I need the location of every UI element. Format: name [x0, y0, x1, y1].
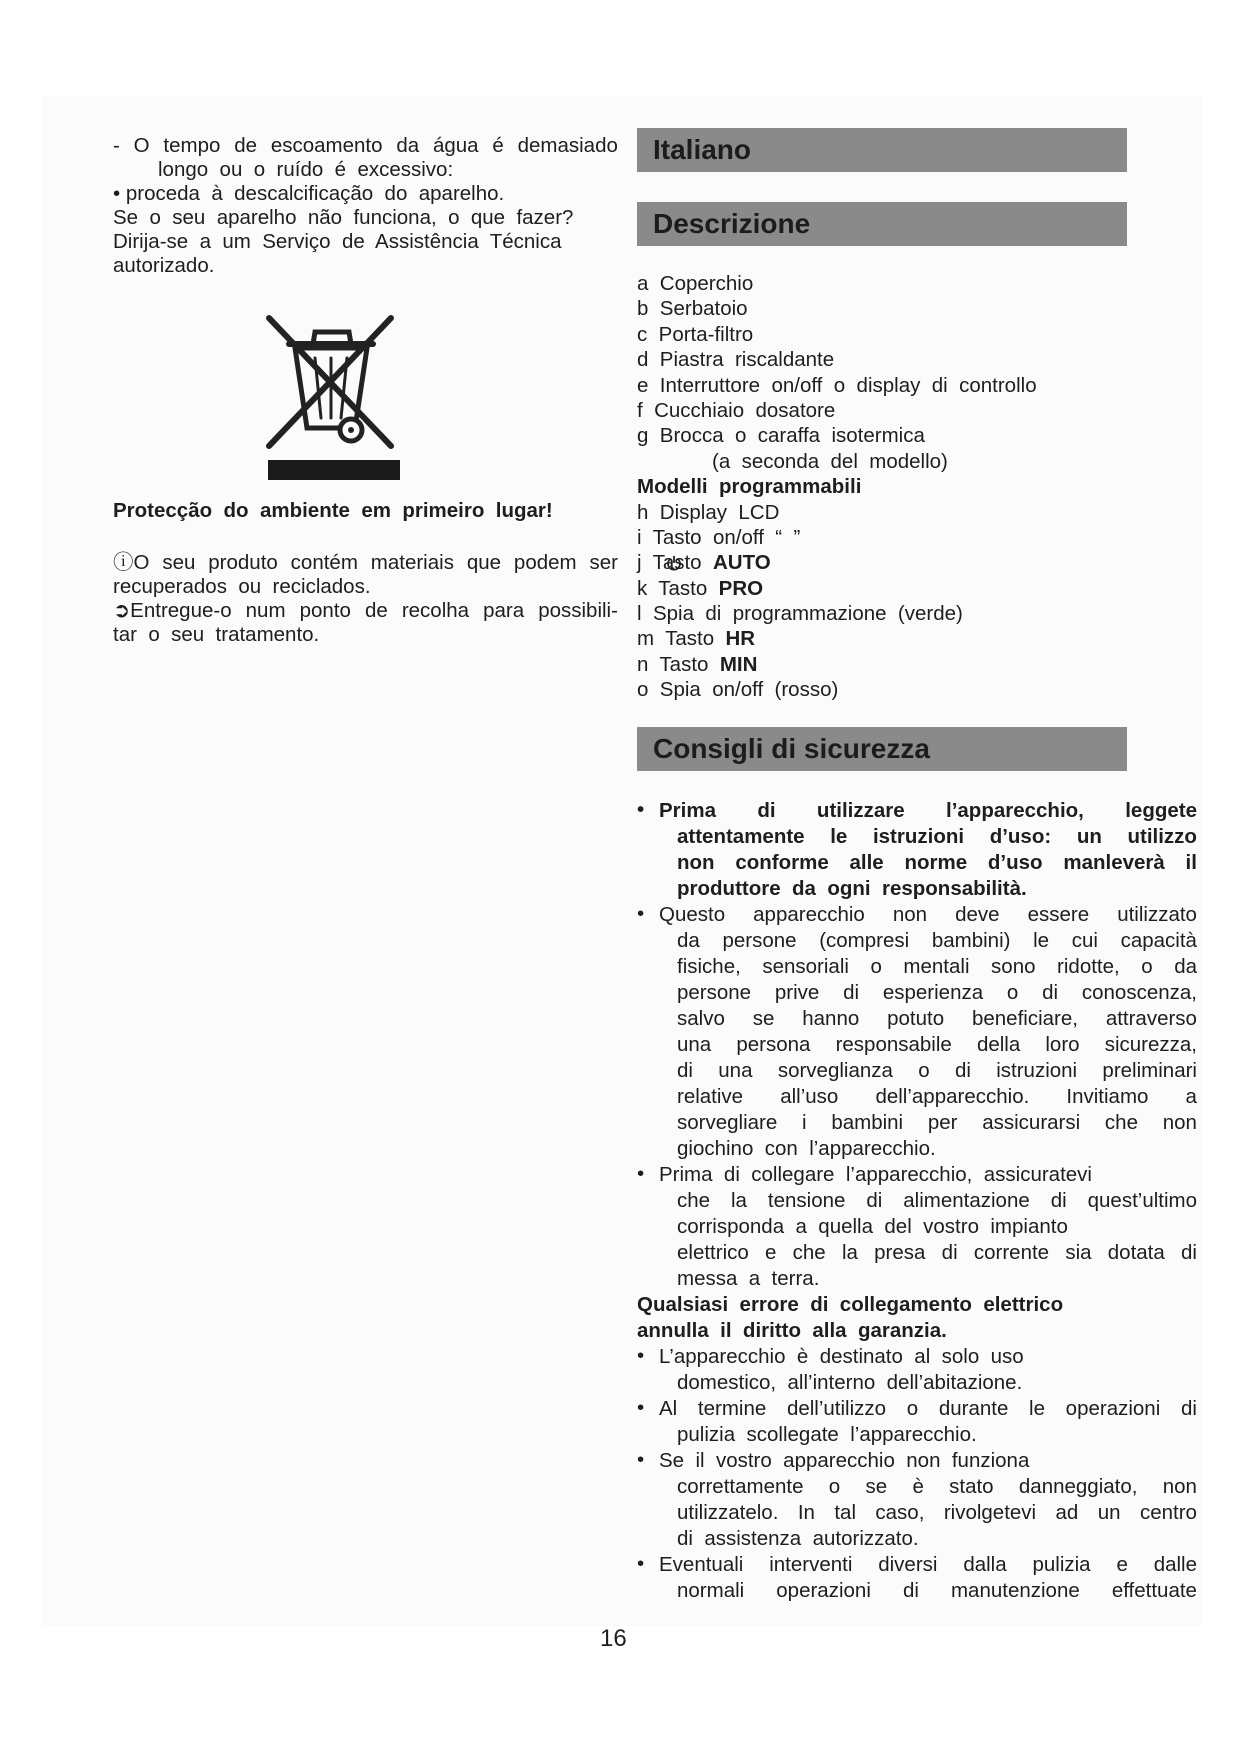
right-column: [637, 128, 1197, 246]
text-line: longo ou o ruído é excessivo:: [158, 158, 454, 181]
text-line: [637, 1006, 1197, 1032]
word: sorvegliare: [677, 1111, 778, 1134]
left-paragraph-2: [113, 551, 618, 647]
word: manutenzione: [950, 1579, 1080, 1602]
word: cui: [1071, 929, 1098, 952]
word: tal: [834, 1501, 856, 1524]
text-line: [659, 902, 1197, 928]
text-line: [659, 1396, 1197, 1422]
word: che: [677, 1189, 711, 1212]
word: dalla: [963, 1553, 1007, 1576]
word: di: [1050, 1189, 1067, 1212]
word: alimentazione: [903, 1189, 1030, 1212]
list-item: [637, 500, 1197, 525]
key-name: HR: [725, 627, 756, 651]
list-item: b Serbatoio: [637, 297, 748, 321]
word: una: [718, 1059, 753, 1082]
word: alle: [849, 851, 884, 874]
word: que: [466, 551, 502, 574]
word: d’uso:: [989, 825, 1052, 848]
word: utilizzare: [816, 799, 905, 822]
key-name: PRO: [718, 576, 764, 600]
word: all’uso: [780, 1085, 839, 1108]
word: hanno: [802, 1007, 860, 1030]
left-column: [113, 134, 618, 278]
text-line: messa a terra.: [677, 1267, 820, 1290]
word: responsabile: [835, 1033, 952, 1056]
bullet: •: [637, 1344, 645, 1367]
word: elettrico: [677, 1241, 749, 1264]
word: produto: [208, 551, 278, 574]
bullet-item: [637, 1162, 1197, 1292]
text-line: [637, 1058, 1197, 1084]
list-item: [637, 525, 1197, 550]
word: (compresi: [819, 929, 910, 952]
word: di: [843, 981, 860, 1004]
text-line: pulizia scollegate l’apparecchio.: [677, 1423, 977, 1446]
models-title: Modelli programmabili: [637, 475, 862, 499]
bullet: •: [637, 1448, 645, 1471]
word: materiais: [370, 551, 454, 574]
word: le: [1033, 929, 1050, 952]
word: o: [906, 1397, 919, 1420]
text-line: [637, 1032, 1197, 1058]
text-line: Se o seu aparelho não funciona, o que fazer?: [113, 206, 574, 229]
word: d’uso: [987, 851, 1043, 874]
text-line: L’apparecchio è destinato al solo uso: [659, 1345, 1024, 1368]
text-line: [637, 1500, 1197, 1526]
word: durante: [938, 1397, 1009, 1420]
word: preliminari: [1102, 1059, 1197, 1082]
word: e: [1116, 1553, 1128, 1576]
list-item: c Porta-filtro: [637, 322, 754, 346]
word: centro: [1139, 1501, 1197, 1524]
word: podem: [513, 551, 577, 574]
word: Prima: [659, 799, 716, 822]
bullet: •: [637, 1162, 645, 1185]
text-line: corrisponda a quella del vostro impianto: [677, 1215, 1068, 1238]
word: non: [1162, 1475, 1197, 1498]
word: fisiche,: [677, 955, 741, 978]
word: seu: [162, 551, 196, 574]
text-line: [637, 824, 1197, 850]
word: sensoriali: [762, 955, 849, 978]
list-item: [637, 652, 1197, 677]
word: sia: [1065, 1241, 1092, 1264]
word: O: [133, 134, 150, 157]
language-header: Italiano: [637, 128, 1127, 172]
list-item: (a seconda del modello): [712, 449, 948, 473]
word: di: [902, 1579, 919, 1602]
word: stato: [949, 1475, 994, 1498]
text-line: [659, 1552, 1197, 1578]
list-item-text: o Spia on/off (rosso): [637, 678, 839, 702]
word: utilizzo: [1127, 825, 1197, 848]
word: di: [954, 1059, 971, 1082]
word: é: [492, 134, 504, 157]
word: operazioni: [1065, 1397, 1161, 1420]
text-line: • proceda à descalcificação do aparelho.: [113, 182, 505, 205]
text-line: [637, 1110, 1197, 1136]
word: tempo: [163, 134, 221, 157]
word: apparecchio: [753, 903, 865, 926]
word: capacità: [1120, 929, 1197, 952]
text-line: [113, 551, 618, 575]
list-item: g Brocca o caraffa isotermica: [637, 424, 925, 448]
word: l’apparecchio,: [946, 799, 1084, 822]
word: è: [912, 1475, 924, 1498]
bullet-item: [637, 1552, 1197, 1604]
word: di: [866, 1189, 883, 1212]
text-line: autorizado.: [113, 254, 215, 277]
word: da: [1174, 955, 1197, 978]
word: utilizzato: [1117, 903, 1197, 926]
word: utilizzatelo.: [677, 1501, 779, 1524]
word: di: [757, 799, 776, 822]
key-name: AUTO: [712, 551, 771, 575]
word: le: [1029, 1397, 1045, 1420]
section-header-descrizione: Descrizione: [637, 202, 1127, 246]
word: o: [1006, 981, 1019, 1004]
word: Al: [659, 1397, 678, 1420]
bullet: •: [637, 798, 645, 821]
word: di: [677, 1059, 693, 1082]
description-list: [637, 271, 1197, 703]
word: Eventuali: [659, 1553, 744, 1576]
word: di: [941, 1241, 958, 1264]
text-line: [113, 599, 618, 623]
word: dell’utilizzo: [786, 1397, 887, 1420]
protection-title: Protecção do ambiente em primeiro lugar!: [113, 499, 553, 522]
word: de: [234, 134, 258, 157]
word: un: [1076, 825, 1102, 848]
word: escoamento: [270, 134, 383, 157]
bullet: •: [637, 1552, 645, 1575]
word: della: [976, 1033, 1021, 1056]
word: beneficiare,: [971, 1007, 1078, 1030]
text-line: di assistenza autorizzato.: [677, 1527, 919, 1550]
word: persone: [722, 929, 797, 952]
word: operazioni: [776, 1579, 871, 1602]
word: i: [802, 1111, 807, 1134]
word: corrente: [973, 1241, 1050, 1264]
word: e: [765, 1241, 777, 1264]
list-item-text: i Tasto on/off “ ”: [637, 525, 801, 549]
word: che: [792, 1241, 826, 1264]
section-header-sicurezza: Consigli di sicurezza: [637, 727, 1127, 771]
word: sono: [991, 955, 1036, 978]
word: norme: [904, 851, 968, 874]
word: esperienza: [882, 981, 984, 1004]
list-item-text: m Tasto: [637, 627, 726, 651]
word: diversi: [878, 1553, 938, 1576]
word: attraverso: [1105, 1007, 1197, 1030]
text-line: tar o seu tratamento.: [113, 623, 320, 646]
text-line: giochino con l’apparecchio.: [677, 1137, 936, 1160]
word: di: [1180, 1397, 1197, 1420]
text-line: [659, 798, 1197, 824]
word: tensione: [767, 1189, 846, 1212]
list-item: a Coperchio: [637, 272, 754, 295]
word: non: [677, 851, 715, 874]
word: Invitiamo: [1066, 1085, 1149, 1108]
word: persone: [677, 981, 752, 1004]
word: caso,: [875, 1501, 925, 1524]
word: da: [396, 134, 420, 157]
word: loro: [1045, 1033, 1080, 1056]
word: ad: [1055, 1501, 1079, 1524]
word: possibili-: [538, 599, 618, 622]
text-line: [637, 928, 1197, 954]
word: rivolgetevi: [943, 1501, 1037, 1524]
word: bambini: [831, 1111, 904, 1134]
text-line: Se il vostro apparecchio non funziona: [659, 1449, 1030, 1472]
text-line: [637, 1084, 1197, 1110]
list-item-text: h Display LCD: [637, 500, 780, 524]
text-line: produttore da ogni responsabilità.: [677, 877, 1027, 900]
word: attentamente: [677, 825, 805, 848]
word: ➲Entregue-o: [113, 599, 232, 622]
word: recolha: [401, 599, 470, 622]
word: bambini): [931, 929, 1011, 952]
word: il: [1185, 851, 1197, 874]
word: una: [677, 1033, 712, 1056]
word: non: [1162, 1111, 1197, 1134]
word: dalle: [1153, 1553, 1197, 1576]
text-line: [637, 1578, 1197, 1604]
page-number: 16: [600, 1625, 627, 1652]
word: ponto: [299, 599, 351, 622]
word: danneggiato,: [1018, 1475, 1138, 1498]
list-item: [637, 576, 1197, 601]
text-line: recuperados ou reciclados.: [113, 575, 371, 598]
list-item-text: k Tasto: [637, 576, 719, 600]
word: In: [797, 1501, 815, 1524]
word: demasiado: [517, 134, 618, 157]
word: conforme: [735, 851, 829, 874]
warranty-note: annulla il diritto alla garanzia.: [637, 1319, 947, 1342]
word: da: [677, 929, 700, 952]
text-line: Prima di collegare l’apparecchio, assicuratevi: [659, 1163, 1092, 1186]
list-item: f Cucchiaio dosatore: [637, 398, 836, 422]
bullet: •: [637, 902, 645, 925]
bullet-item: [637, 902, 1197, 1162]
crossed-out-wheelie-bin-icon: [263, 310, 405, 482]
list-item-text: j Tasto: [637, 551, 713, 575]
word: per: [927, 1111, 958, 1134]
list-item-text: l Spia di programmazione (verde): [637, 602, 963, 626]
text-line: [637, 850, 1197, 876]
word: sicurezza,: [1104, 1033, 1197, 1056]
word: para: [483, 599, 525, 622]
word: de: [364, 599, 388, 622]
list-item: e Interruttore on/off o display di controllo: [637, 373, 1037, 397]
text-line: [637, 980, 1197, 1006]
word: ser: [589, 551, 618, 574]
word: assicurarsi: [982, 1111, 1081, 1134]
word: ⓘO: [113, 551, 150, 574]
list-item: [637, 677, 1197, 702]
word: pulizia: [1032, 1553, 1091, 1576]
word: deve: [955, 903, 1000, 926]
word: prive: [774, 981, 820, 1004]
word: contém: [290, 551, 358, 574]
text-line: Dirija-se a um Serviço de Assistência Técnica: [113, 230, 562, 253]
word: la: [841, 1241, 858, 1264]
word: -: [113, 134, 120, 157]
word: effettuate: [1111, 1579, 1197, 1602]
bullet-item: [637, 1396, 1197, 1448]
word: persona: [736, 1033, 811, 1056]
word: le: [830, 825, 848, 848]
word: se: [865, 1475, 888, 1498]
bullet: •: [637, 1396, 645, 1419]
word: o: [870, 955, 882, 978]
word: normali: [677, 1579, 745, 1602]
word: interventi: [769, 1553, 853, 1576]
word: quest’ultimo: [1087, 1189, 1197, 1212]
word: o: [828, 1475, 841, 1498]
text-line: [637, 1474, 1197, 1500]
word: termine: [697, 1397, 767, 1420]
text-line: [637, 954, 1197, 980]
text-line: domestico, all’interno dell’abitazione.: [677, 1371, 1023, 1394]
word: non: [892, 903, 928, 926]
word: dotata: [1107, 1241, 1165, 1264]
text-line: [637, 1188, 1197, 1214]
word: mentali: [903, 955, 970, 978]
word: o: [1141, 955, 1153, 978]
word: conoscenza,: [1081, 981, 1197, 1004]
word: istruzioni: [996, 1059, 1078, 1082]
word: a: [1185, 1085, 1197, 1108]
word: Questo: [659, 903, 726, 926]
bullet-item: [637, 1344, 1197, 1396]
word: se: [752, 1007, 775, 1030]
warranty-note: Qualsiasi errore di collegamento elettrico: [637, 1293, 1064, 1316]
list-item: d Piastra riscaldante: [637, 348, 835, 372]
word: correttamente: [677, 1475, 804, 1498]
word: relative: [677, 1085, 744, 1108]
list-item: [637, 601, 1197, 626]
word: un: [1097, 1501, 1121, 1524]
word: di: [1042, 981, 1059, 1004]
word: sorveglianza: [777, 1059, 893, 1082]
text-line: [637, 1240, 1197, 1266]
bullet-item: [637, 1448, 1197, 1552]
word: o: [918, 1059, 930, 1082]
word: num: [245, 599, 286, 622]
word: presa: [874, 1241, 926, 1264]
word: potuto: [887, 1007, 945, 1030]
list-item: [637, 626, 1197, 651]
word: salvo: [677, 1007, 725, 1030]
word: istruzioni: [872, 825, 965, 848]
text-line: [113, 134, 618, 158]
word: la: [731, 1189, 747, 1212]
word: che: [1104, 1111, 1138, 1134]
list-item: [637, 550, 1197, 575]
safety-list: [637, 798, 1197, 1604]
word: dell’apparecchio.: [875, 1085, 1030, 1108]
word: água: [432, 134, 479, 157]
word: di: [1181, 1241, 1197, 1264]
list-item-text: n Tasto: [637, 652, 720, 676]
word: manleverà: [1063, 851, 1165, 874]
word: ridotte,: [1057, 955, 1120, 978]
key-name: MIN: [719, 652, 758, 676]
word: essere: [1027, 903, 1090, 926]
bullet-item: [637, 798, 1197, 902]
word: leggete: [1125, 799, 1197, 822]
